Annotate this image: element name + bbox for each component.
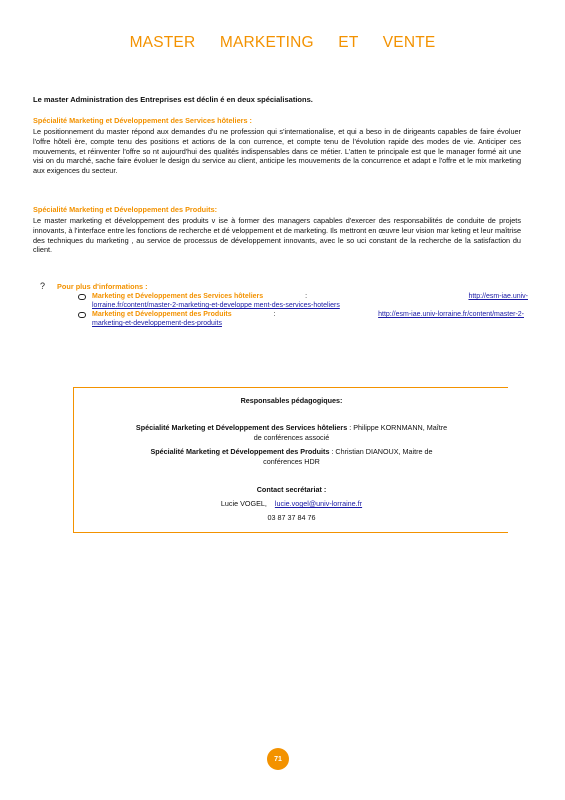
contact-email-link[interactable]: lucie.vogel@univ-lorraine.fr: [274, 499, 363, 508]
document-title: MASTER MARKETING ET VENTE: [129, 34, 436, 51]
link-url-continued[interactable]: marketing-et-developpement-des-produits: [92, 320, 222, 327]
question-marker: ?: [40, 281, 46, 291]
section-text-hotel: Le positionnement du master répond aux demandes d'u ne profession qui s'internationalise, et qui a beso in de dirigeants capables de faire évoluer l'offre hôteli ère, compte tenu des positions et actions de la con currence, et compte tenu de l'évolution rapide des modes de vie. Anticiper ces mouvements, et réinventer l'offre so nt aujourd'hui des qualités indispensables dans ce métier. L'atten te principale est que le manager formé ait une visi on du marché, sache faire évoluer le design du service au client, anticipe les mouvements de la concurrence et adapt e l'offre et le mix marketing aux exigences du secteur.: [33, 127, 521, 176]
box-heading: Responsables pédagogiques:: [240, 396, 343, 405]
section-heading-hotel: Spécialité Marketing et Développement des Services hôteliers :: [33, 116, 252, 125]
contacts-box: [73, 387, 508, 533]
contact-heading: Contact secrétariat :: [256, 485, 327, 494]
list-item: [78, 310, 528, 328]
resp2-name: : Christian DIANOUX, Maitre de: [331, 447, 433, 456]
link-colon: :: [273, 311, 276, 318]
intro-text: Le master Administration des Entreprises est déclin é en deux spécialisations.: [33, 95, 313, 104]
link-colon: :: [305, 293, 308, 300]
bullet-icon: [78, 294, 86, 300]
resp1-specialty: Spécialité Marketing et Développement des Services hôteliers: [135, 423, 348, 432]
resp2-title: conférences HDR: [263, 457, 320, 466]
link-url-continued[interactable]: lorraine.fr/content/master-2-marketing-et-developpe ment-des-services-hoteliers: [92, 302, 340, 309]
resp1-name: : Philippe KORNMANN, Maître: [349, 423, 448, 432]
more-info-heading: [40, 281, 148, 291]
bullet-icon: [78, 312, 86, 318]
link-url[interactable]: http://esm-iae.univ-lorraine.fr/content/master-2-: [378, 311, 524, 318]
section-heading-products: Spécialité Marketing et Développement des Produits:: [33, 205, 218, 214]
more-info-label: Pour plus d'informations :: [57, 282, 148, 291]
link-label: Marketing et Développement des Services hôteliers: [92, 293, 264, 300]
contact-phone: 03 87 37 84 76: [267, 513, 316, 522]
list-item: [78, 292, 528, 310]
contact-name: Lucie VOGEL,: [220, 499, 267, 508]
link-label: Marketing et Développement des Produits: [92, 311, 232, 318]
resp2-specialty: Spécialité Marketing et Développement des Produits: [150, 447, 330, 456]
resp1-title: de conférences associé: [253, 433, 330, 442]
links-list: [78, 292, 528, 328]
link-url[interactable]: http://esm-iae.univ-: [468, 293, 528, 300]
section-text-products: Le master marketing et développement des produits v ise à former des managers capables d'exercer des responsabilités de conduite de projets innovants, à l'interface entre les fonctions de recherche et dé veloppement et de marketing. Ils mettront en œuvre leur vision mar keting et leur maîtrise des techniques du marketing , au service de processus de développement innovants, avec le so uci constant de la recherche de la satisfaction du client.: [33, 216, 521, 255]
page-number-badge: 71: [267, 748, 289, 770]
